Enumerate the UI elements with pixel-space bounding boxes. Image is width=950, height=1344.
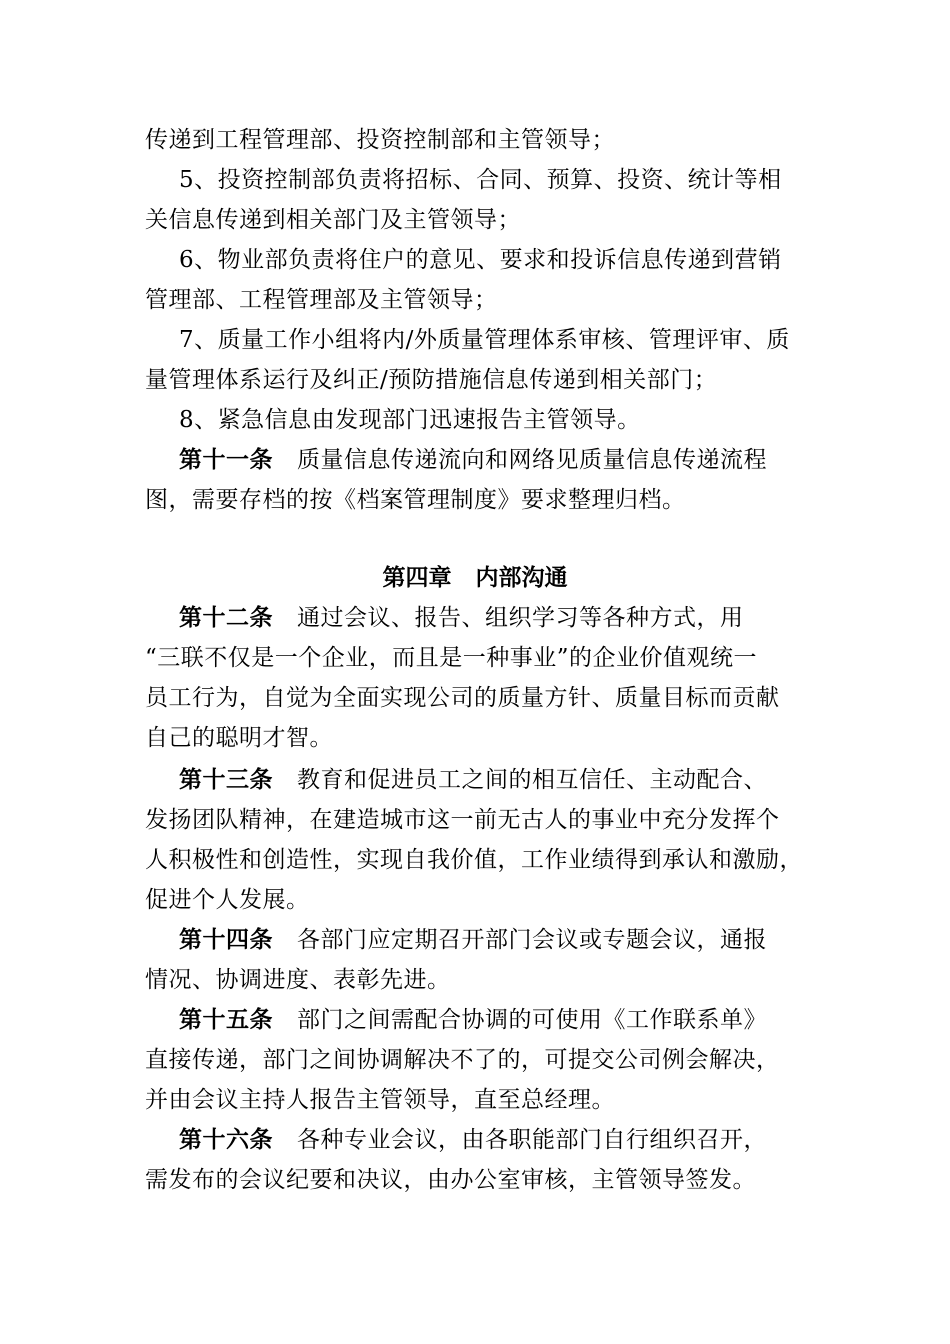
text-line: 量管理体系运行及纠正/预防措施信息传递到相关部门； [145, 367, 718, 393]
list-item-8: 8、紧急信息由发现部门迅速报告主管领导。 [179, 407, 641, 433]
chapter-number: 第四章 [382, 564, 452, 591]
text-line: 人积极性和创造性，实现自我价值，工作业绩得到承认和激励， [145, 847, 803, 873]
article-label: 第十六条 [179, 1126, 273, 1153]
text-line: “三联不仅是一个企业，而且是一种事业”的企业价值观统一 [145, 645, 758, 671]
article-text: 各种专业会议，由各职能部门自行组织召开， [297, 1127, 767, 1153]
text-line: 管理部、工程管理部及主管领导； [145, 287, 498, 313]
text-line: 直接传递，部门之间协调解决不了的，可提交公司例会解决， [145, 1047, 780, 1073]
article-text: 各部门应定期召开部门会议或专题会议，通报 [297, 927, 767, 953]
article-label: 第十三条 [179, 766, 273, 793]
text-line: 需发布的会议纪要和决议，由办公室审核，主管领导签发。 [145, 1167, 756, 1193]
text-line: 关信息传递到相关部门及主管领导； [145, 207, 521, 233]
article-text: 部门之间需配合协调的可使用《工作联系单》 [297, 1007, 767, 1033]
list-item-5: 5、投资控制部负责将招标、合同、预算、投资、统计等相 [179, 167, 782, 193]
article-14 [145, 920, 815, 960]
section-information-flow [145, 120, 815, 520]
list-item-7: 7、质量工作小组将内/外质量管理体系审核、管理评审、质 [179, 327, 790, 353]
article-text: 教育和促进员工之间的相互信任、主动配合、 [297, 767, 767, 793]
article-label: 第十四条 [179, 926, 273, 953]
article-label: 第十二条 [179, 604, 273, 631]
article-label: 第十一条 [179, 446, 273, 473]
article-15 [145, 1000, 815, 1040]
section-internal-communication [145, 598, 815, 1200]
article-text: 通过会议、报告、组织学习等各种方式，用 [297, 605, 744, 631]
article-11 [145, 440, 815, 480]
text-line: 情况、协调进度、表彰先进。 [145, 967, 451, 993]
article-text: 质量信息传递流向和网络见质量信息传递流程 [297, 447, 767, 473]
article-label: 第十五条 [179, 1006, 273, 1033]
text-line: 图，需要存档的按《档案管理制度》要求整理归档。 [145, 487, 686, 513]
article-13 [145, 760, 815, 800]
chapter-title: 内部沟通 [475, 564, 568, 591]
article-16 [145, 1120, 815, 1160]
text-line: 员工行为，自觉为全面实现公司的质量方针、质量目标而贡献 [145, 685, 780, 711]
text-line: 发扬团队精神，在建造城市这一前无古人的事业中充分发挥个 [145, 807, 780, 833]
text-line: 并由会议主持人报告主管领导，直至总经理。 [145, 1087, 615, 1113]
text-line: 促进个人发展。 [145, 887, 310, 913]
list-item-6: 6、物业部负责将住户的意见、要求和投诉信息传递到营销 [179, 247, 782, 273]
chapter-heading [0, 558, 950, 598]
article-12 [145, 598, 815, 638]
text-line: 自己的聪明才智。 [145, 725, 333, 751]
text-line: 传递到工程管理部、投资控制部和主管领导； [145, 127, 615, 153]
